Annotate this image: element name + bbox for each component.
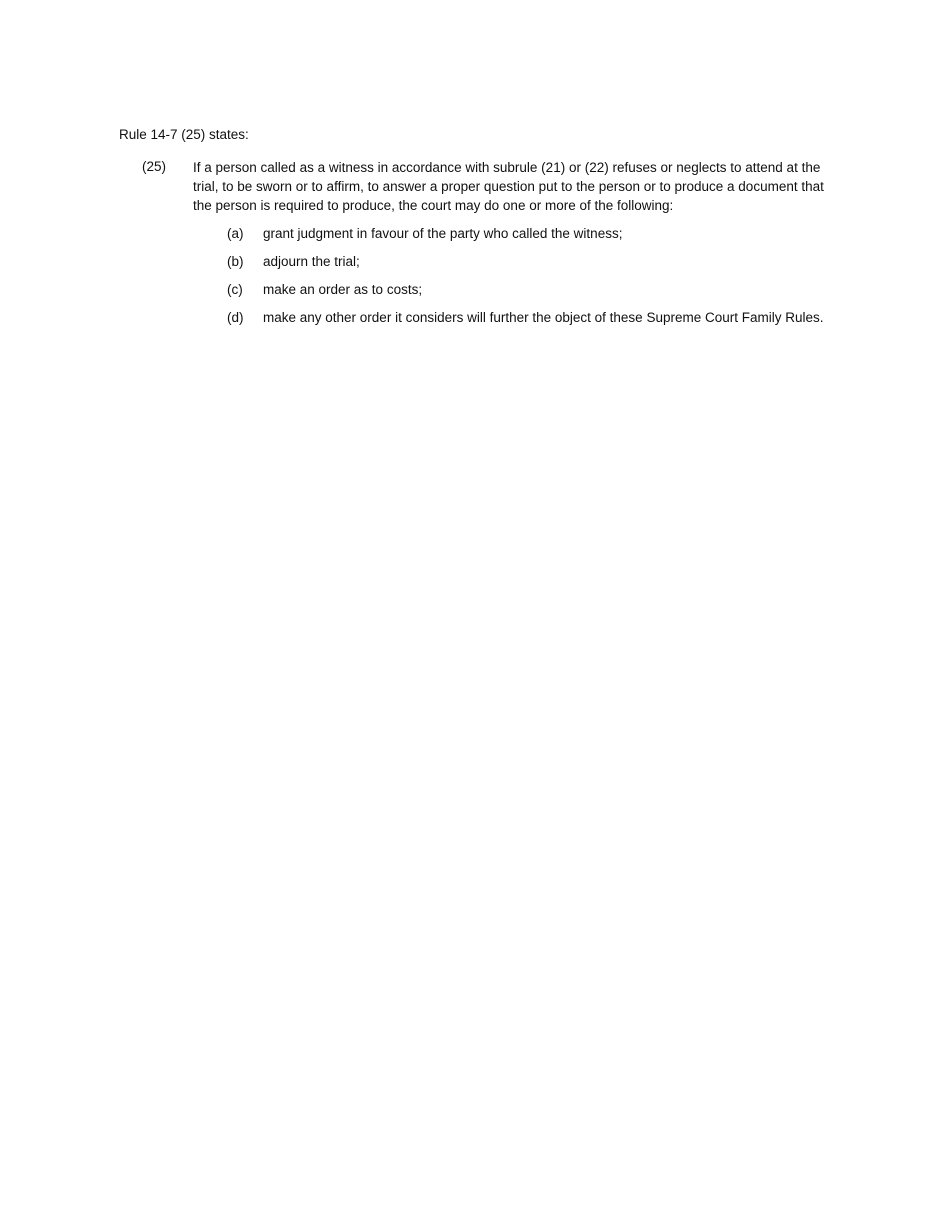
intro-text: Rule 14-7 (25) states:	[119, 127, 249, 142]
list-item-text: make any other order it considers will further the object of these Supreme Court Family Rules.	[263, 310, 824, 325]
rule-text: If a person called as a witness in accordance with subrule (21) or (22) refuses or neglects to attend at the trial, to be sworn or to affirm, to answer a proper question put to the person or to produce a document that the person is required to produce, the court may do one or more of the following:	[193, 160, 824, 213]
list-item-label: (d)	[227, 310, 244, 325]
rule-number: (25)	[142, 159, 167, 174]
list-item-label: (b)	[227, 254, 244, 269]
list-item-label: (c)	[227, 282, 243, 297]
list-item-text: grant judgment in favour of the party who called the witness;	[263, 226, 623, 241]
list-item-text: adjourn the trial;	[263, 254, 360, 269]
list-item-text: make an order as to costs;	[263, 282, 423, 297]
list-item-label: (a)	[227, 226, 244, 241]
